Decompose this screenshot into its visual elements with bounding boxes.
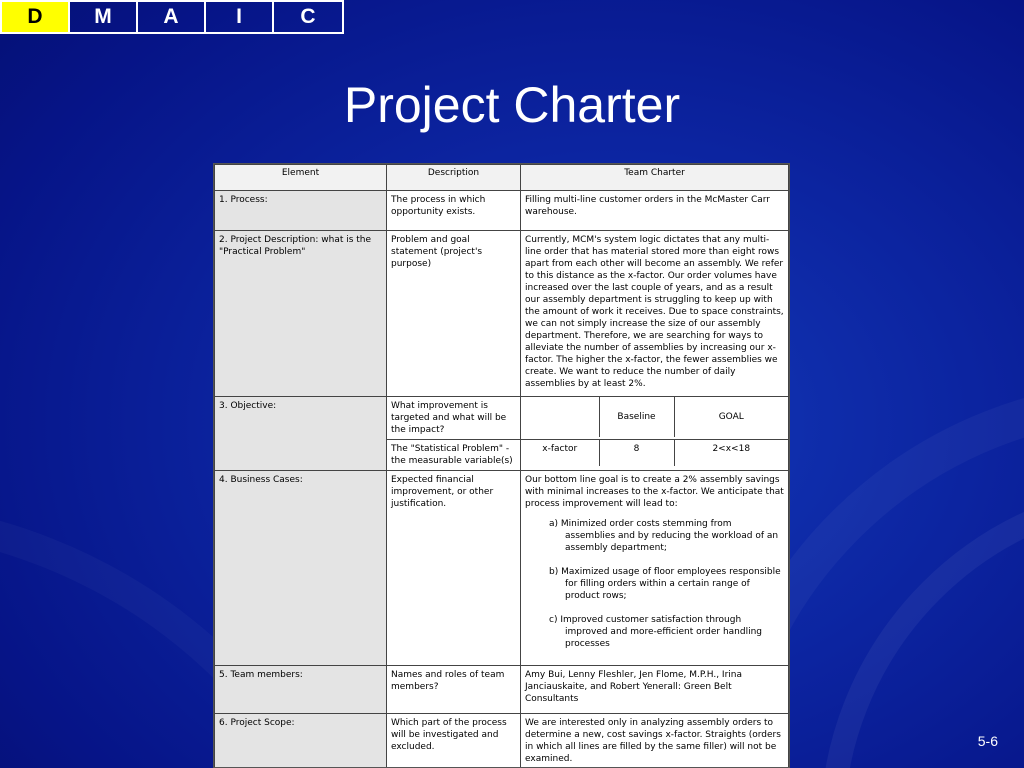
row-statistical-problem-description: The "Statistical Problem" - the measurable variable(s) [387,440,521,471]
phase-control[interactable]: C [300,5,316,28]
row-project-description-description: Problem and goal statement (project's purpose) [387,231,521,397]
row-team-members-charter: Amy Bui, Lenny Fleshler, Jen Flome, M.P.H., Irina Janciauskaite, and Robert Yenerall: Green Belt Consultants [521,666,789,714]
list-item: b) Maximized usage of floor employees responsible for filling orders within a certain range of product rows; [549,567,781,601]
dmaic-phase-bar [0,0,344,34]
list-item: a) Minimized order costs stemming from assemblies and by reducing the workload of an assembly department; [549,519,779,553]
list-item: c) Improved customer satisfaction through improved and more-efficient order handling processes [549,615,763,649]
phase-improve[interactable]: I [206,2,274,32]
row-team-members-description: Names and roles of team members? [387,666,521,714]
row-objective-description: What improvement is targeted and what will be the impact? [387,397,521,440]
table-header-row [215,165,789,191]
objective-goal-value: 2<x<18 [674,440,788,466]
row-project-scope-element: 6. Project Scope: [215,714,387,768]
row-business-cases-element: 4. Business Cases: [215,471,387,666]
row-project-description-charter: Currently, MCM's system logic dictates that any multi-line order that has material stored more than eight rows apart from each other will become an assembly. We refer to this distance as the x-factor. Our order volumes have increased over the last couple of years, and as a result our assembly department is struggling to keep up with the amount of work it receives. Due to space constraints, we can not simply increase the size of our assembly department. Therefore, we are searching for ways to alleviate the number of assemblies by increasing our x-factor. The higher the x-factor, the fewer assemblies we create. We want to reduce the number of daily assemblies by at least 2%. [521,231,789,397]
row-project-description-element: 2. Project Description: what is the "Practical Problem" [215,231,387,397]
table-row [215,666,789,714]
table-row [215,471,789,666]
objective-col-baseline: Baseline [599,397,674,437]
row-project-scope-description: Which part of the process will be investigated and excluded. [387,714,521,768]
page-number: 5-6 [977,733,998,749]
objective-subtable-values [521,440,788,466]
row-process-description: The process in which opportunity exists. [387,191,521,231]
phase-define[interactable]: D [2,2,70,32]
header-element: Element [215,165,387,191]
row-project-scope-charter: We are interested only in analyzing assembly orders to determine a new, cost savings x-factor. Straights (orders in which all lines are filled by the same filler) will not be examined. [521,714,789,768]
charter-table-container [213,163,790,768]
table-row [215,231,789,397]
business-cases-list [547,518,784,650]
header-description: Description [387,165,521,191]
header-team-charter: Team Charter [521,165,789,191]
row-business-cases-charter [521,471,789,666]
phase-analyze[interactable]: A [138,2,206,32]
background-swoosh [820,480,1024,768]
row-business-cases-description: Expected financial improvement, or other justification. [387,471,521,666]
table-row [215,714,789,768]
phase-measure[interactable]: M [70,2,138,32]
objective-header-cell [521,397,789,440]
row-objective-element: 3. Objective: [215,397,387,471]
objective-baseline-value: 8 [599,440,674,466]
objective-values-cell [521,440,789,471]
objective-blank-cell [521,397,599,437]
row-team-members-element: 5. Team members: [215,666,387,714]
business-cases-intro: Our bottom line goal is to create a 2% assembly savings with minimal increases to the x-factor. We anticipate that process improvement will lead to: [525,475,784,509]
objective-subtable-header [521,397,788,437]
table-row [215,397,789,440]
project-charter-table [214,164,789,768]
table-row [215,191,789,231]
row-process-element: 1. Process: [215,191,387,231]
objective-metric: x-factor [542,444,578,454]
slide-title: Project Charter [343,77,681,133]
row-process-charter: Filling multi-line customer orders in the McMaster Carr warehouse. [521,191,789,231]
objective-col-goal: GOAL [674,397,788,437]
